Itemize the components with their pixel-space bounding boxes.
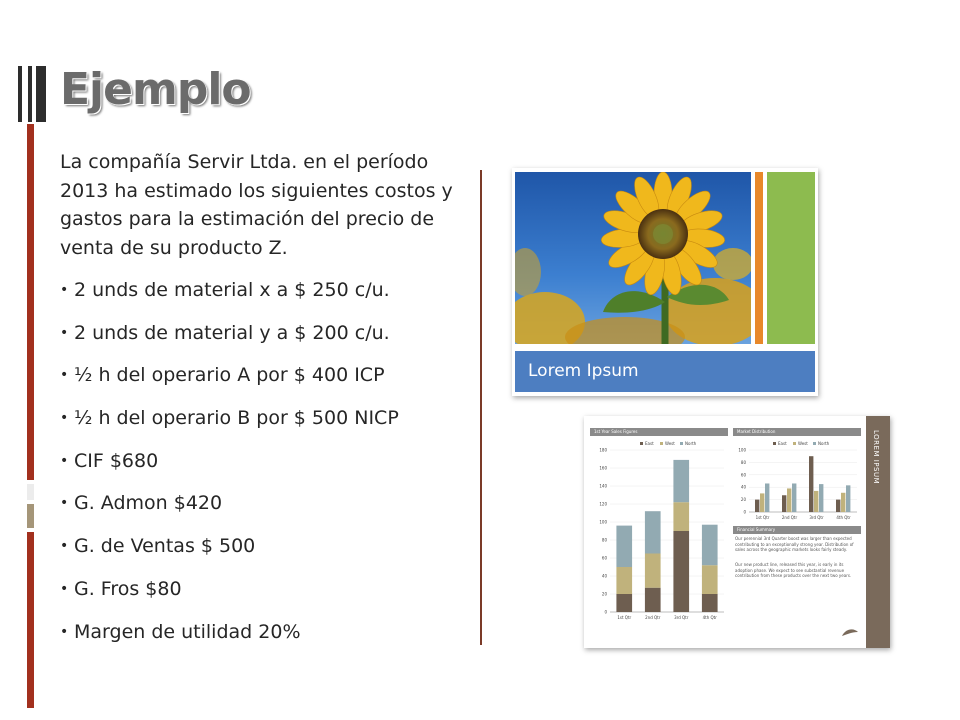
bullet-item: • 2 unds de material x a $ 250 c/u.: [60, 276, 460, 319]
bar-north: [702, 525, 718, 566]
bar-north: [819, 484, 823, 512]
market-distribution-header: Market Distribution: [733, 428, 861, 436]
bar-east: [616, 594, 632, 612]
bullet-icon: •: [60, 410, 69, 427]
report-side-title: LOREM IPSUM: [872, 430, 880, 485]
slide-thumbnail-report: [584, 416, 890, 648]
x-tick-label: 1st Qtr: [755, 515, 770, 520]
legend-swatch: [813, 442, 816, 445]
sunflower-photo: [515, 172, 751, 344]
left-accent-white: [27, 484, 34, 500]
bar-north: [616, 526, 632, 567]
bullet-icon: •: [60, 538, 69, 555]
legend-swatch: [660, 442, 663, 445]
bar-north: [846, 485, 850, 512]
bullet-item: • CIF $680: [60, 447, 460, 490]
bar-east: [836, 500, 840, 512]
legend-label: West: [665, 441, 675, 446]
y-tick-label: 100: [599, 519, 607, 525]
x-tick-label: 1st Qtr: [617, 615, 632, 620]
legend-swatch: [773, 442, 776, 445]
bar-east: [673, 531, 689, 612]
y-tick-label: 20: [601, 591, 607, 597]
bar-west: [673, 502, 689, 531]
bar-north: [765, 483, 769, 512]
bar-west: [841, 493, 845, 512]
bar-east: [755, 500, 759, 512]
legend-label: North: [818, 441, 830, 446]
y-tick-label: 20: [740, 497, 746, 503]
bar-west: [702, 565, 718, 594]
x-tick-label: 2nd Qtr: [645, 615, 661, 620]
bar-north: [792, 483, 796, 512]
y-tick-label: 120: [599, 501, 607, 507]
bullet-item: • G. Fros $80: [60, 575, 460, 618]
bullet-item: • G. Admon $420: [60, 489, 460, 532]
bullet-item: • G. de Ventas $ 500: [60, 532, 460, 575]
bar-east: [702, 594, 718, 612]
bar-west: [645, 554, 661, 588]
bar-west: [616, 567, 632, 594]
x-tick-label: 4th Qtr: [702, 615, 717, 620]
green-strip: [767, 172, 815, 344]
sunflower-image-icon: [515, 172, 751, 344]
bullet-icon: •: [60, 452, 69, 469]
bullet-item: • ½ h del operario A por $ 400 ICP: [60, 361, 460, 404]
bullet-list: [60, 276, 460, 660]
bar-east: [645, 588, 661, 612]
legend-swatch: [793, 442, 796, 445]
bullet-icon: •: [60, 282, 69, 298]
bar-west: [814, 491, 818, 512]
x-tick-label: 3rd Qtr: [809, 515, 824, 520]
legend-swatch: [640, 442, 643, 445]
legend-label: East: [778, 441, 787, 446]
intro-paragraph: La compañía Servir Ltda. en el período 2013 ha estimado los siguientes costos y gastos para la estimación del precio de venta de su producto Z.: [60, 151, 453, 259]
x-tick-label: 4th Qtr: [836, 515, 851, 520]
sales-figures-header: 1st Year Sales Figures: [590, 428, 728, 436]
bullet-icon: •: [60, 623, 69, 640]
bar-north: [645, 511, 661, 553]
bullet-item: • 2 unds de material y a $ 200 c/u.: [60, 319, 460, 362]
content-divider: [480, 170, 482, 645]
legend-label: East: [645, 441, 654, 446]
thumbnail-banner: Lorem Ipsum: [515, 351, 815, 392]
y-tick-label: 80: [740, 459, 746, 465]
bullet-icon: •: [60, 495, 69, 512]
financial-summary-p2: Our new product line, released this year, is early in its adoption phase. We expect to see substantial revenue contribution from these products over the next two years.: [735, 562, 852, 578]
y-tick-label: 0: [743, 509, 746, 515]
bar-west: [787, 488, 791, 512]
market-distribution-chart: [733, 438, 861, 524]
slide-body: [60, 148, 460, 660]
y-tick-label: 0: [604, 609, 607, 615]
left-accent-red-top: [27, 124, 34, 480]
y-tick-label: 180: [599, 447, 607, 453]
financial-summary-p1: Our perennial 3rd Quarter boost was larger than expected contributing to an exceptionally strong year. Distribution of sales across the geographic markets looks fairly steady.: [735, 536, 854, 552]
legend-label: West: [798, 441, 808, 446]
bar-east: [782, 495, 786, 512]
bullet-icon: •: [60, 580, 69, 597]
slide-thumbnail-sunflower: [512, 168, 818, 396]
slide-title: Ejemplo: [60, 64, 251, 115]
bullet-item: • ½ h del operario B por $ 500 NICP: [60, 404, 460, 447]
left-accent-tan: [27, 504, 34, 528]
y-tick-label: 60: [601, 555, 607, 561]
y-tick-label: 140: [599, 483, 607, 489]
bar-west: [760, 493, 764, 512]
x-tick-label: 3rd Qtr: [674, 615, 689, 620]
bullet-icon: •: [60, 324, 69, 341]
sales-figures-chart: [590, 438, 728, 628]
financial-summary-header: Financial Summary: [733, 526, 861, 534]
title-marks: [14, 66, 54, 122]
legend-swatch: [680, 442, 683, 445]
bullet-item: • Margen de utilidad 20%: [60, 618, 460, 661]
y-tick-label: 40: [601, 573, 607, 579]
y-tick-label: 80: [601, 537, 607, 543]
y-tick-label: 160: [599, 465, 607, 471]
y-tick-label: 60: [740, 472, 746, 478]
left-accent-red-bottom: [27, 532, 34, 708]
bullet-icon: •: [60, 367, 69, 384]
logo-leaf-icon: [840, 626, 860, 640]
bar-north: [673, 460, 689, 502]
legend-label: North: [685, 441, 697, 446]
y-tick-label: 40: [740, 484, 746, 490]
orange-strip: [755, 172, 763, 344]
bar-east: [809, 456, 813, 512]
y-tick-label: 100: [738, 447, 746, 453]
x-tick-label: 2nd Qtr: [781, 515, 798, 520]
